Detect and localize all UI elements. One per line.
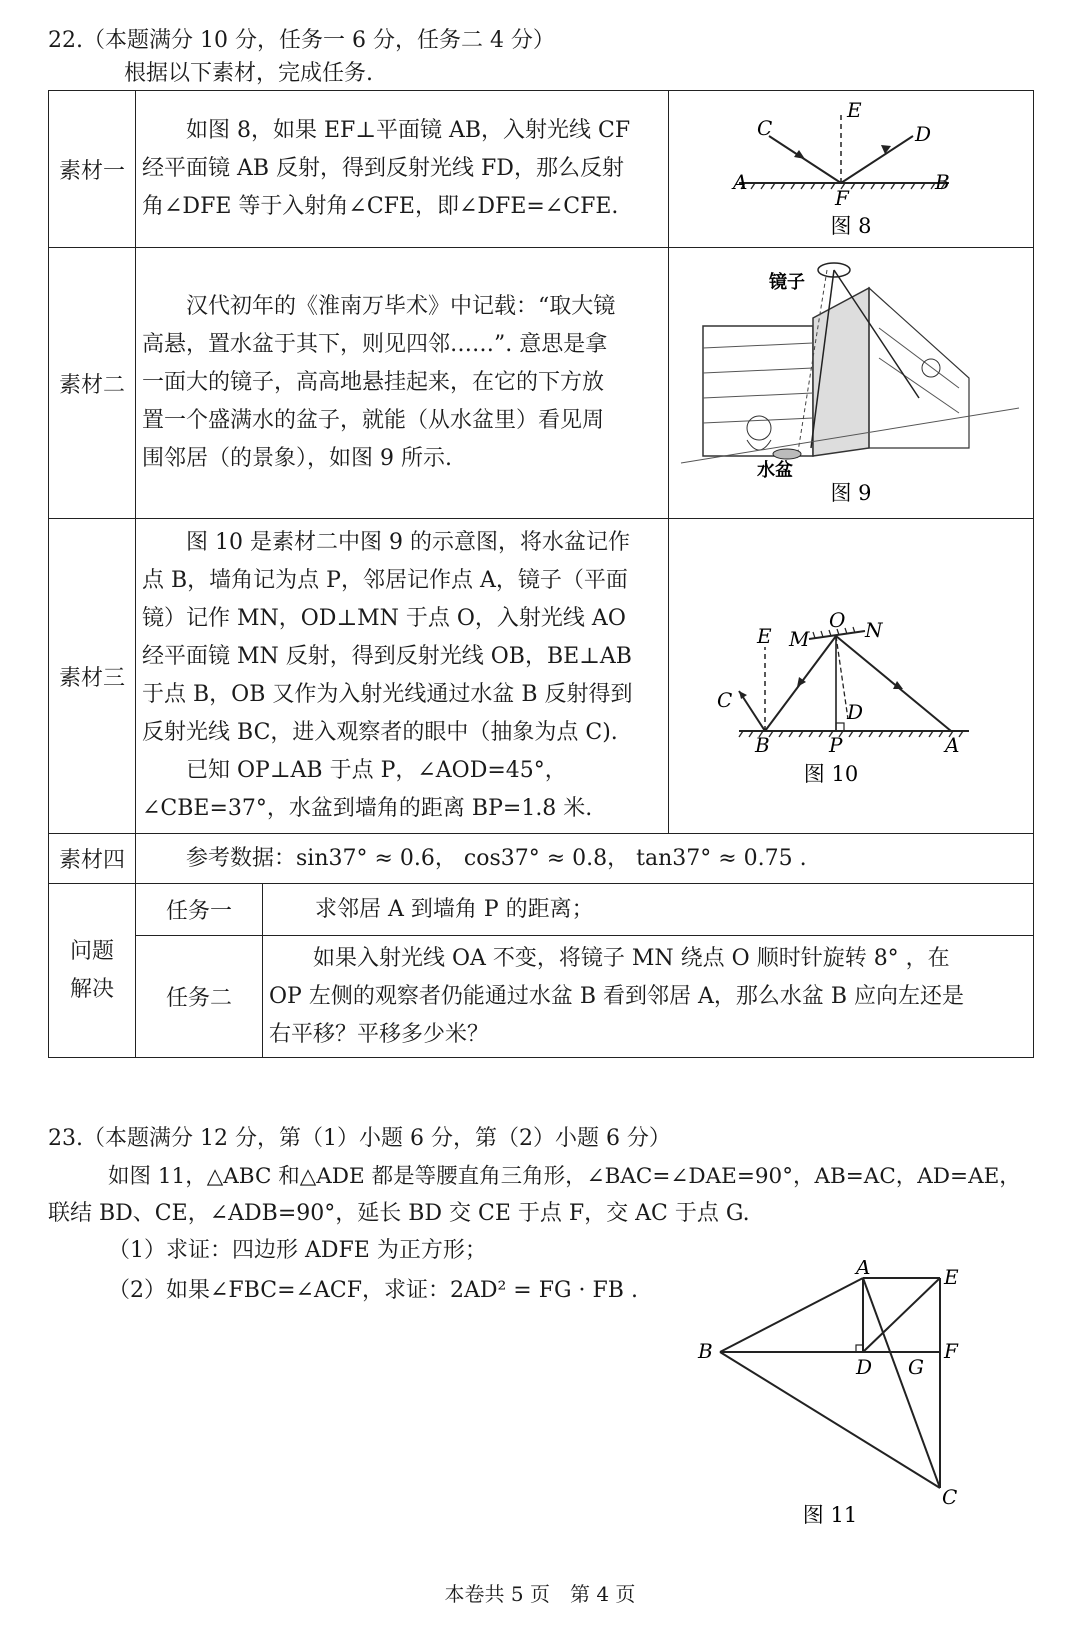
- fig8-label-c: C: [757, 116, 773, 140]
- figure-10-caption: 图 10: [803, 762, 859, 786]
- fig11-label-b: B: [698, 1339, 713, 1363]
- q23-part-2: （2）如果∠FBC=∠ACF，求证：2AD² = FG · FB .: [108, 1278, 638, 1303]
- fig8-label-d: D: [915, 122, 932, 146]
- material-2-label: 素材二: [49, 248, 136, 519]
- material-4-text: 参考数据：sin37° ≈ 0.6， cos37° ≈ 0.8， tan37° ≈ 0.75 .: [136, 834, 1034, 884]
- figure-8-cell: [669, 91, 1034, 248]
- fig11-label-a: A: [856, 1260, 871, 1279]
- fig10-label-o: O: [829, 608, 846, 632]
- material-1-text: 如图 8，如果 EF⊥平面镜 AB，入射光线 CF 经平面镜 AB 反射，得到反射光线 FD，那么反射 角∠DFE 等于入射角∠CFE，即∠DFE=∠CFE.: [136, 91, 669, 248]
- fig9-mirror-label: 镜子: [769, 272, 805, 293]
- fig11-label-d: D: [856, 1355, 873, 1379]
- fig11-label-g: G: [908, 1355, 924, 1379]
- fig8-label-f: F: [835, 186, 849, 210]
- fig10-label-c: C: [717, 688, 733, 712]
- fig9-basin-label: 水盆: [757, 460, 793, 481]
- task-2-text: 如果入射光线 OA 不变，将镜子 MN 绕点 O 顺时针旋转 8° ，在 OP 左侧的观察者仍能通过水盆 B 看到邻居 A，那么水盆 B 应向左还是 右平移？平移多少米？: [263, 936, 1034, 1058]
- material-2-text: 汉代初年的《淮南万毕术》中记载：“取大镜 高悬，置水盆于其下，则见四邻……”. 意思是拿 一面大的镜子，高高地悬挂起来，在它的下方放 置一个盛满水的盆子，就能（从水盆里）看见周 围邻居（的景象），如图 9 所示.: [136, 248, 669, 519]
- task-2-label: 任务二: [136, 936, 263, 1058]
- figure-9-illustration: [669, 248, 1033, 512]
- fig10-label-n: N: [865, 618, 883, 642]
- fig8-label-e: E: [847, 98, 862, 122]
- q22-intro: 根据以下素材，完成任务.: [124, 61, 373, 86]
- fig8-label-a: A: [733, 170, 748, 194]
- figure-9-cell: [669, 248, 1034, 519]
- figure-11: [680, 1260, 1020, 1530]
- fig10-label-a: A: [945, 733, 960, 757]
- material-4-label: 素材四: [49, 834, 136, 884]
- fig10-label-d: D: [847, 700, 864, 724]
- material-3-label: 素材三: [49, 519, 136, 834]
- material-1-label: 素材一: [49, 91, 136, 248]
- task-1-text: 求邻居 A 到墙角 P 的距离；: [263, 884, 1034, 936]
- fig11-label-f: F: [944, 1339, 958, 1363]
- task-1-label: 任务一: [136, 884, 263, 936]
- q23-header: 23.（本题满分 12 分，第（1）小题 6 分，第（2）小题 6 分）: [48, 1126, 671, 1151]
- material-3-text: 图 10 是素材二中图 9 的示意图，将水盆记作 点 B，墙角记为点 P，邻居记作点 A，镜子（平面 镜）记作 MN，OD⊥MN 于点 O，入射光线 AO 经平面镜 MN 反射，得到反射光线 OB，BE⊥AB 于点 B，OB 又作为入射光线通过水盆 B 反射得到 反射光线 BC，进入观察者的眼中（抽象为点 C). 已知 OP⊥AB 于点 P，∠AOD=45°， ∠CBE=37°，水盆到墙角的距离 BP=1.8 米.: [136, 519, 669, 834]
- fig11-label-c: C: [942, 1485, 958, 1509]
- figure-8-caption: 图 8: [830, 214, 872, 238]
- figure-11-caption: 图 11: [802, 1503, 858, 1527]
- materials-table: [48, 90, 1034, 1058]
- basin-icon: [773, 449, 801, 459]
- figure-10-cell: [669, 519, 1034, 834]
- q23-line-2: 联结 BD、CE，∠ADB=90°，延长 BD 交 CE 于点 F，交 AC 于点 G.: [48, 1201, 750, 1226]
- page-footer: 本卷共 5 页 第 4 页: [444, 1582, 636, 1606]
- q23-part-1: （1）求证：四边形 ADFE 为正方形；: [108, 1238, 487, 1263]
- fig10-label-e: E: [757, 624, 772, 648]
- solve-label: 问题 解决: [49, 884, 136, 1058]
- fig10-label-m: M: [789, 627, 810, 651]
- fig10-label-b: B: [755, 733, 770, 757]
- fig10-label-p: P: [829, 733, 843, 757]
- figure-8: [669, 91, 1033, 241]
- figure-9-caption: 图 9: [830, 481, 872, 505]
- figure-10: [669, 519, 1033, 827]
- q22-header: 22.（本题满分 10 分，任务一 6 分，任务二 4 分）: [48, 28, 555, 53]
- q23-line-1: 如图 11，△ABC 和△ADE 都是等腰直角三角形，∠BAC=∠DAE=90°，AB=AC，AD=AE，: [108, 1164, 1021, 1189]
- fig11-label-e: E: [944, 1265, 959, 1289]
- fig8-label-b: B: [935, 170, 950, 194]
